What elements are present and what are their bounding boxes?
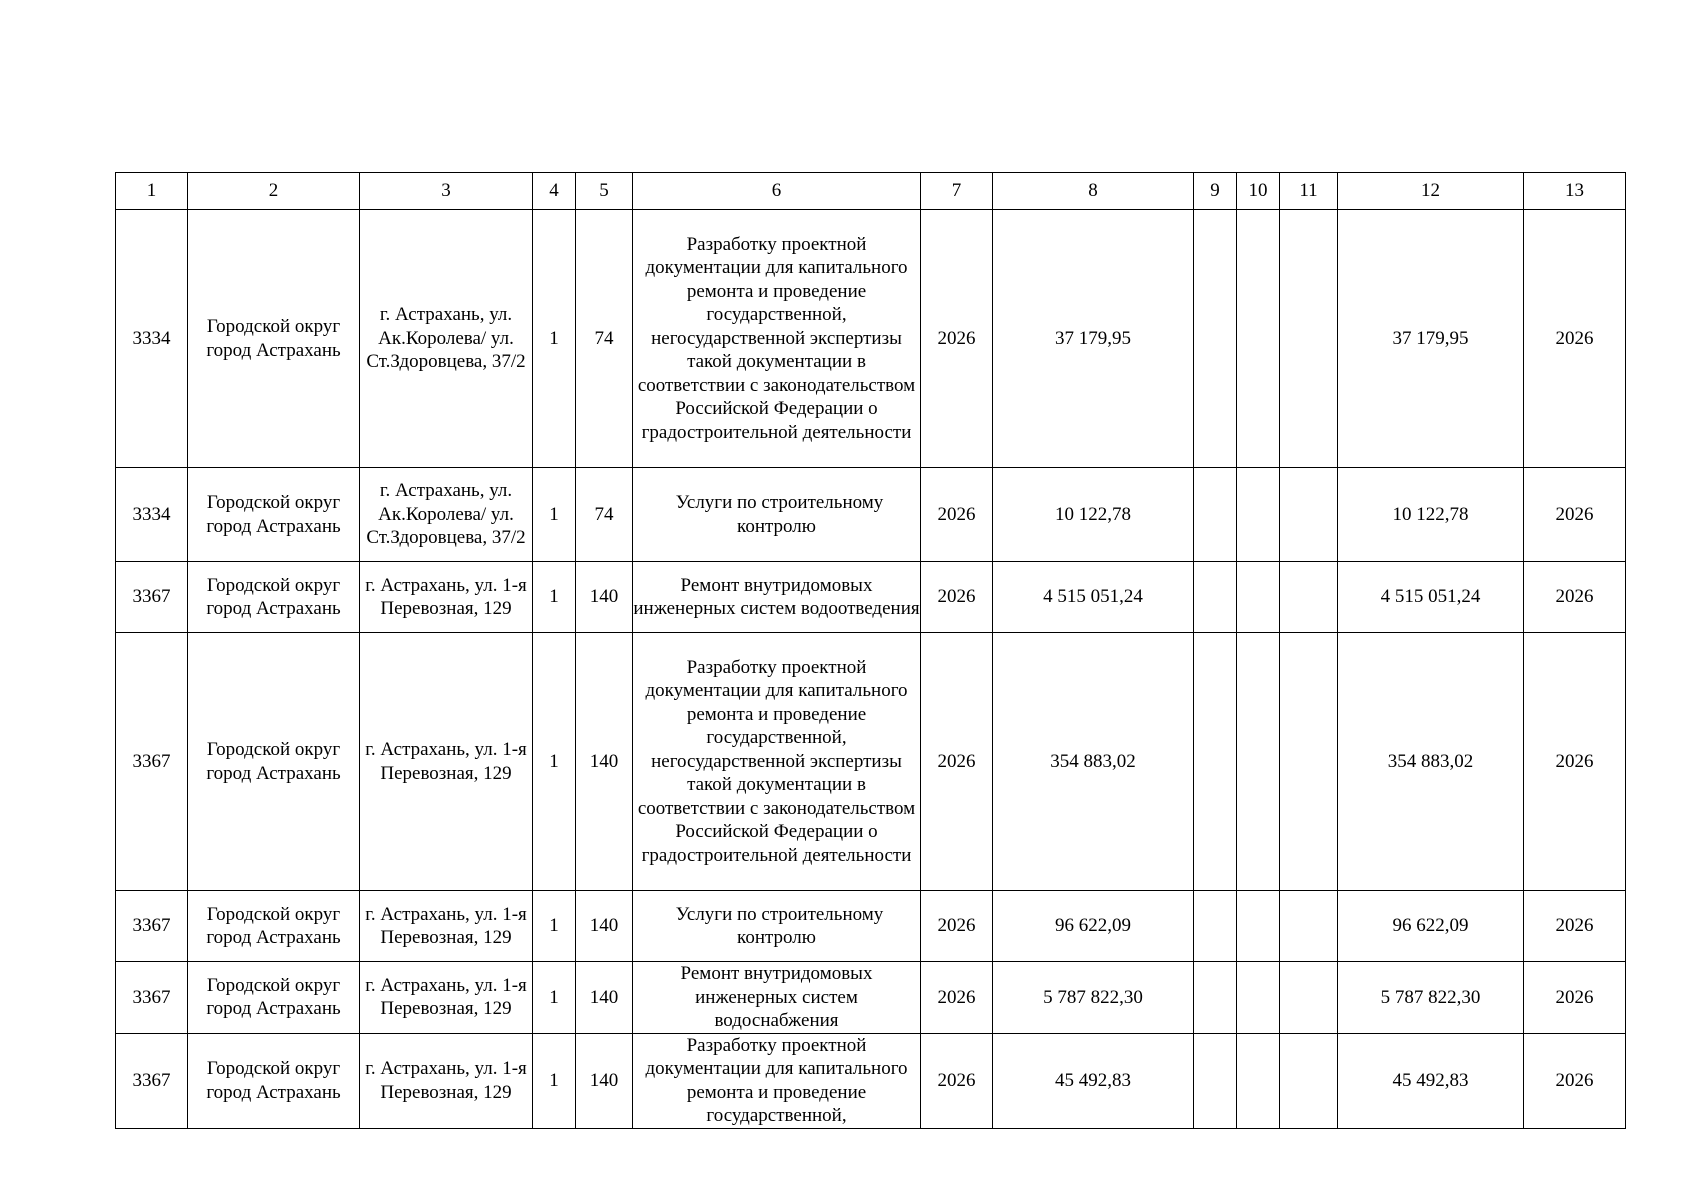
object-number-cell: 3334 — [116, 210, 188, 468]
col11-cell — [1280, 891, 1338, 962]
total-cost-cell: 96 622,09 — [993, 891, 1194, 962]
address-cell: г. Астрахань, ул. Ак.Королева/ ул. Ст.Здоровцева, 37/2 — [360, 210, 533, 468]
column-header: 7 — [921, 173, 993, 210]
col10-cell — [1237, 562, 1280, 633]
address-cell: г. Астрахань, ул. Ак.Королева/ ул. Ст.Здоровцева, 37/2 — [360, 468, 533, 562]
table-header — [116, 173, 1626, 210]
unit-cell: 74 — [576, 468, 633, 562]
table-row — [116, 891, 1626, 962]
col10-cell — [1237, 891, 1280, 962]
object-number-cell: 3367 — [116, 562, 188, 633]
column-header: 3 — [360, 173, 533, 210]
table-body — [116, 210, 1626, 1129]
col11-cell — [1280, 468, 1338, 562]
col9-cell — [1194, 962, 1237, 1034]
unit-cell: 140 — [576, 1033, 633, 1128]
work-type-cell: Ремонт внутридомовых инженерных систем водоснабжения — [633, 962, 921, 1034]
cost-cell: 45 492,83 — [1338, 1033, 1524, 1128]
year-cell: 2026 — [921, 962, 993, 1034]
total-cost-cell: 10 122,78 — [993, 468, 1194, 562]
address-cell: г. Астрахань, ул. 1-я Перевозная, 129 — [360, 962, 533, 1034]
work-type-cell: Разработку проектной документации для капитального ремонта и проведение государственной, негосударственной экспертизы такой документации в соответствии с законодательством Российской Федерации о градостроительной деятельности — [633, 633, 921, 891]
col11-cell — [1280, 633, 1338, 891]
object-number-cell: 3334 — [116, 468, 188, 562]
column-header: 1 — [116, 173, 188, 210]
work-type-cell: Ремонт внутридомовых инженерных систем водоотведения — [633, 562, 921, 633]
count-cell: 1 — [533, 891, 576, 962]
deadline-year-cell: 2026 — [1524, 468, 1626, 562]
col9-cell — [1194, 1033, 1237, 1128]
table-row — [116, 633, 1626, 891]
unit-cell: 140 — [576, 562, 633, 633]
column-header: 11 — [1280, 173, 1338, 210]
object-number-cell: 3367 — [116, 962, 188, 1034]
year-cell: 2026 — [921, 468, 993, 562]
col9-cell — [1194, 633, 1237, 891]
table-row — [116, 1033, 1626, 1128]
unit-cell: 74 — [576, 210, 633, 468]
deadline-year-cell: 2026 — [1524, 633, 1626, 891]
table-row — [116, 962, 1626, 1034]
work-type-cell — [633, 468, 921, 562]
year-cell: 2026 — [921, 633, 993, 891]
total-cost-cell: 4 515 051,24 — [993, 562, 1194, 633]
total-cost-cell: 5 787 822,30 — [993, 962, 1194, 1034]
object-number-cell: 3367 — [116, 1033, 188, 1128]
year-cell: 2026 — [921, 891, 993, 962]
column-header: 6 — [633, 173, 921, 210]
col11-cell — [1280, 962, 1338, 1034]
address-cell: г. Астрахань, ул. 1-я Перевозная, 129 — [360, 633, 533, 891]
column-header: 4 — [533, 173, 576, 210]
col9-cell — [1194, 562, 1237, 633]
municipality-cell: Городской округ город Астрахань — [188, 633, 360, 891]
column-header: 10 — [1237, 173, 1280, 210]
municipality-cell: Городской округ город Астрахань — [188, 891, 360, 962]
municipality-cell: Городской округ город Астрахань — [188, 210, 360, 468]
col10-cell — [1237, 210, 1280, 468]
work-type-text: Услуги по строительному контролю — [675, 492, 884, 537]
column-header: 13 — [1524, 173, 1626, 210]
column-header: 5 — [576, 173, 633, 210]
deadline-year-cell: 2026 — [1524, 562, 1626, 633]
work-type-text: Услуги по строительному контролю — [675, 903, 884, 948]
count-cell: 1 — [533, 1033, 576, 1128]
col11-cell — [1280, 210, 1338, 468]
col9-cell — [1194, 891, 1237, 962]
object-number-cell: 3367 — [116, 891, 188, 962]
cost-cell: 37 179,95 — [1338, 210, 1524, 468]
cost-cell: 4 515 051,24 — [1338, 562, 1524, 633]
column-header: 9 — [1194, 173, 1237, 210]
unit-cell: 140 — [576, 633, 633, 891]
table-row — [116, 210, 1626, 468]
cost-cell: 96 622,09 — [1338, 891, 1524, 962]
count-cell: 1 — [533, 633, 576, 891]
cost-cell: 5 787 822,30 — [1338, 962, 1524, 1034]
address-cell: г. Астрахань, ул. 1-я Перевозная, 129 — [360, 1033, 533, 1128]
address-cell: г. Астрахань, ул. 1-я Перевозная, 129 — [360, 562, 533, 633]
unit-cell: 140 — [576, 891, 633, 962]
address-cell: г. Астрахань, ул. 1-я Перевозная, 129 — [360, 891, 533, 962]
cost-cell: 354 883,02 — [1338, 633, 1524, 891]
table-row — [116, 562, 1626, 633]
col11-cell — [1280, 1033, 1338, 1128]
municipality-cell: Городской округ город Астрахань — [188, 1033, 360, 1128]
col10-cell — [1237, 468, 1280, 562]
object-number-cell: 3367 — [116, 633, 188, 891]
deadline-year-cell: 2026 — [1524, 1033, 1626, 1128]
header-row — [116, 173, 1626, 210]
work-type-cell: Разработку проектной документации для капитального ремонта и проведение государственной, — [633, 1033, 921, 1128]
column-header: 8 — [993, 173, 1194, 210]
col10-cell — [1237, 633, 1280, 891]
table-row — [116, 468, 1626, 562]
municipality-cell: Городской округ город Астрахань — [188, 468, 360, 562]
count-cell: 1 — [533, 562, 576, 633]
col9-cell — [1194, 210, 1237, 468]
cost-cell: 10 122,78 — [1338, 468, 1524, 562]
unit-cell: 140 — [576, 962, 633, 1034]
total-cost-cell: 354 883,02 — [993, 633, 1194, 891]
col11-cell — [1280, 562, 1338, 633]
total-cost-cell: 45 492,83 — [993, 1033, 1194, 1128]
deadline-year-cell: 2026 — [1524, 891, 1626, 962]
count-cell: 1 — [533, 210, 576, 468]
register-table — [115, 172, 1626, 1129]
deadline-year-cell: 2026 — [1524, 210, 1626, 468]
col10-cell — [1237, 1033, 1280, 1128]
work-type-cell — [633, 891, 921, 962]
work-type-cell: Разработку проектной документации для капитального ремонта и проведение государственной, негосударственной экспертизы такой документации в соответствии с законодательством Российской Федерации о градостроительной деятельности — [633, 210, 921, 468]
municipality-cell: Городской округ город Астрахань — [188, 562, 360, 633]
col10-cell — [1237, 962, 1280, 1034]
col9-cell — [1194, 468, 1237, 562]
count-cell: 1 — [533, 468, 576, 562]
column-header: 2 — [188, 173, 360, 210]
total-cost-cell: 37 179,95 — [993, 210, 1194, 468]
deadline-year-cell: 2026 — [1524, 962, 1626, 1034]
year-cell: 2026 — [921, 210, 993, 468]
year-cell: 2026 — [921, 1033, 993, 1128]
count-cell: 1 — [533, 962, 576, 1034]
column-header: 12 — [1338, 173, 1524, 210]
municipality-cell: Городской округ город Астрахань — [188, 962, 360, 1034]
year-cell: 2026 — [921, 562, 993, 633]
